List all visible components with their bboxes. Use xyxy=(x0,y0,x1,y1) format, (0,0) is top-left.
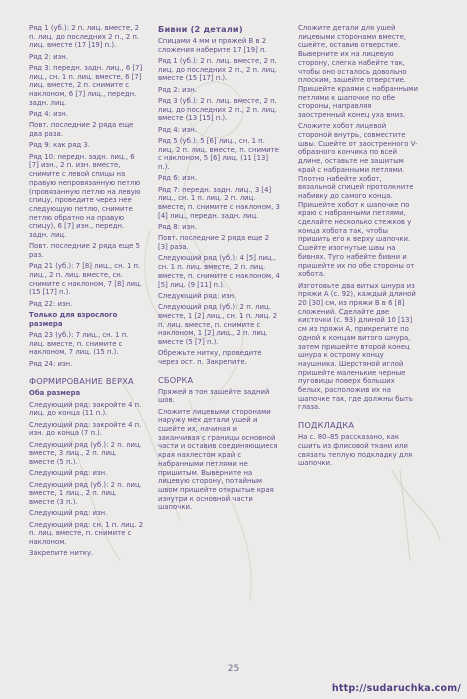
subheading: Оба размера xyxy=(29,389,81,398)
paragraph: Повт. последние 2 ряда еще два раза. xyxy=(29,121,134,139)
paragraph: Следующий ряд (уб.): 4 [5] лиц., сн. 1 п. лиц. вместе, 2 п. лиц. вместе, п. снимите с наклоном, 4 [5] лиц. (9 [11] п.). xyxy=(158,254,280,289)
paragraph: Следующий ряд (уб.): 2 п. лиц. вместе, 1 лиц., 2 п. лиц. вместе (3 п.). xyxy=(29,480,142,507)
paragraph: Следующий ряд: закройте 4 п. изн. до конца (7 п.). xyxy=(29,420,142,438)
section-heading: Бивни (2 детали) xyxy=(158,24,243,34)
column-middle xyxy=(158,24,280,515)
paragraph: Следующий ряд: изн. xyxy=(158,291,237,300)
paragraph: Ряд 3 (уб.): 2 п. лиц. вместе, 2 п. лиц. до последних 2 п., 2 п. лиц. вместе (13 [15] п.). xyxy=(158,97,278,123)
paragraph: Ряд 21 (уб.): 7 [8] лиц., сн. 1 п. лиц., 2 п. лиц. вместе, сн. снимите с наклоном, 7 [8] лиц. (15 [17] п.). xyxy=(29,262,142,297)
paragraph: Сложите лицевыми сторонами наружу мех детали ушей и сшейте их, начиная и заканчивая с границы основной части и оставив соединяющиеся края нахлестом край с набранными петлями не пришитым. Выверните на лицевую сторону, потайным швом пришейте открытые края изнутри к основной части шапочки. xyxy=(158,407,278,512)
paragraph: На с. 80–85 рассказано, как сшить из флисовой ткани или связать теплую подкладку для шапочки. xyxy=(298,433,413,468)
paragraph: Ряд 9: как ряд 3. xyxy=(29,141,90,150)
paragraph: Ряд 5 (уб.): 5 [6] лиц., сн. 1 п. лиц. 2 п. лиц. вместе, п. снимите с наклоном, 5 [6] лиц. (11 [13] п.). xyxy=(158,137,279,172)
paragraph: Следующий ряд: сн. 1 п. лиц. 2 п. лиц. вместе, п. снимите с наклоном. xyxy=(29,520,144,547)
paragraph: Ряд 3: передн. задн. лиц., 6 [7] лиц., сн. 1 п. лиц. вместе, 6 [7] лиц. вместе, 2 п. снимите с наклоном, 6 [7] лиц., передн. задн. лиц. xyxy=(29,64,143,107)
watermark-url: http://sudaruchka.com/ xyxy=(331,683,461,694)
section-heading: ФОРМИРОВАНИЕ ВЕРХА xyxy=(29,376,134,387)
paragraph: Обрежьте нитку, проведите через ост. п. Закрепите. xyxy=(158,349,262,366)
paragraph: Ряд 2: изн. xyxy=(29,52,68,61)
paragraph: Пряжей в тон зашейте задний шов. xyxy=(158,387,270,405)
paragraph: Ряд 22: изн. xyxy=(29,299,73,308)
paragraph: Сложите хобот лицевой стороной внутрь, совместите швы. Сшейте от заостренного V-образного кончика по всей длине, оставьте не зашитым край с набранными петлями. Плотно набейте хобот, вязальной спицей протолкните набивку до самого конца. Пришейте хобот к шапочке по краю с набранными петлями, сделайте несколько стежков у конца хобота так, чтобы пришить его к верху шапочки. Сшейте изогнутые швы на бивнях. Туго набейте бивни и пришейте их по обе стороны от хобота. xyxy=(298,122,418,279)
paragraph: Ряд 24: изн. xyxy=(29,359,73,368)
column-right xyxy=(298,24,418,471)
paragraph: Повт. последние 2 ряда еще 2 [3] раза. xyxy=(158,234,269,252)
paragraph: Следующий ряд: изн. xyxy=(29,469,108,478)
paragraph: Изготовьте два витых шнура из пряжи A (с. 92), каждый длиной 20 [30] см, из пряжи B в 6 [8] сложений. Сделайте две кисточки (с. 93) длиной 10 [13] см из пряжи A, прикрепите по одной к концам витого шнура, затем пришейте второй конец шнура к острому концу наушника. Шерстяной иглой пришейте маленькие черные пуговицы поверх больших белых, расположив их на шапочке так, где должны быть глаза. xyxy=(298,281,416,412)
paragraph: Ряд 10: передн. задн. лиц., 6 [7] изн., 2 п. изн. вместе, снимите с левой спицы на правую непровязанную петлю (провязанную петлю на левую спицу, проведите через нее следующую петлю, снимите петлю обратно на правую спицу), 6 [7] изн., передн. задн. лиц. xyxy=(29,152,141,240)
section-heading: ПОДКЛАДКА xyxy=(298,420,355,431)
paragraph: Следующий ряд: закройте 4 п. лиц. до конца (11 п.). xyxy=(29,400,142,418)
paragraph: Сложите детали для ушей лицевыми сторонами вместе, сшейте, оставив отверстие. Выверните их на лицевую сторону, слегка набейте так, чтобы оно осталось довольно плоским, зашейте отверстие. Пришейте краями с набранными петлями к шапочке по обе стороны, направляя заостренный конец уха вниз. xyxy=(298,24,418,120)
paragraph: Ряд 1 (уб.): 2 п. лиц. вместе, 2 п. лиц. до последних 2 п., 2 п. лиц. вместе (15 [17] п.). xyxy=(158,57,278,83)
paragraph: Ряд 23 (уб.): 7 лиц., сн. 1 п. лиц. вместе, п. снимите с наклоном, 7 лиц. (15 п.). xyxy=(29,331,129,357)
paragraph: Следующий ряд: изн. xyxy=(29,509,108,518)
paragraph: Ряд 2: изн. xyxy=(158,85,197,94)
paragraph: Следующий ряд (уб.): 2 п. лиц. вместе, 1 [2] лиц., сн. 1 п. лиц. 2 п. лиц. вместе, п. снимите с наклоном, 1 [2] лиц., 2 п. лиц. вместе (5 [7] п.). xyxy=(158,303,278,346)
paragraph: Спицами 4 мм и пряжей B в 2 сложения наберите 17 [19] п. xyxy=(158,37,267,54)
paragraph: Ряд 4: изн. xyxy=(29,110,68,119)
paragraph: Ряд 6: изн. xyxy=(158,174,197,183)
paragraph: Ряд 7: передн. задн. лиц., 3 [4] лиц., сн. 1 п. лиц. 2 п. лиц. вместе, п. снимите с наклоном, 3 [4] лиц., передн. задн. лиц. xyxy=(158,185,280,220)
column-left xyxy=(29,24,144,561)
paragraph: Следующий ряд (уб.): 2 п. лиц. вместе, 3 лиц., 2 п. лиц. вместе (5 п.). xyxy=(29,440,142,467)
page-number: 25 xyxy=(227,664,240,674)
paragraph: Ряд 8: изн. xyxy=(158,223,197,232)
paragraph: Повт. последние 2 ряда еще 5 раз. xyxy=(29,242,140,260)
section-heading: СБОРКА xyxy=(158,374,194,385)
paragraph: Ряд 4: изн. xyxy=(158,125,197,134)
paragraph: Ряд 1 (уб.): 2 п. лиц. вместе, 2 п. лиц. до последних 2 п., 2 п. лиц. вместе (17 [19] п.). xyxy=(29,24,140,50)
subheading: Только для взрослого размера xyxy=(29,311,118,328)
paragraph: Закрепите нитку. xyxy=(29,549,94,558)
